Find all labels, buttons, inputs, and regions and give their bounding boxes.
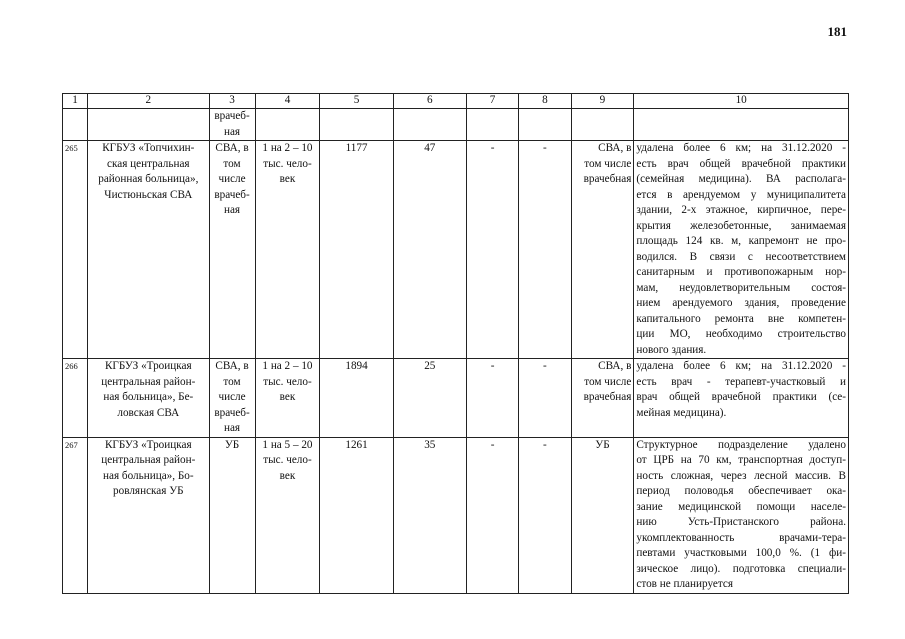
column-header: 10 (634, 94, 849, 109)
cell-number: 266 (63, 359, 88, 438)
cell-col9: СВА, в том числе врачебная (583, 142, 632, 185)
cell-col9: УБ (595, 438, 610, 451)
cell-type: СВА, в том числе врачеб- ная (214, 142, 250, 216)
cell-description-end: мейная медицина). (636, 406, 727, 419)
column-header: 7 (466, 94, 518, 109)
cell-col6: 25 (393, 359, 466, 438)
cell-col7: - (466, 141, 518, 359)
cell-name: КГБУЗ «Троицкая центральная район- ная больница», Бе- ловская СВА (101, 360, 196, 419)
cell-col8: - (519, 359, 571, 438)
table-row (63, 359, 849, 438)
page-number: 181 (827, 24, 847, 39)
cell-type: СВА, в том числе врачеб- ная (214, 360, 250, 434)
cell-description: удалена более 6 км; на 31.12.2020 - есть врач общей врачебной практики (семейная медицина). ВА располага- ется в арендуемом у муниципалитета здании, 2-х этажное, кирпичное, пере- крытия железобетонные, занимаемая площадь 124 кв. м, капремонт не про- водился. В связи с несоответствием санитарным и противопожарным нор- мам, неудовлетворительным состоя- нием арендуемого здания, проведение капитального ремонта вне компетен- ции МО, необходимо строительство (636, 142, 846, 340)
table-row (63, 141, 849, 359)
column-header: 9 (571, 94, 634, 109)
cell-norm: 1 на 2 – 10 тыс. чело- век (262, 360, 313, 403)
cell-col6: 47 (393, 141, 466, 359)
cell-col7: - (466, 359, 518, 438)
cell-name: КГБУЗ «Троицкая центральная район- ная больница», Бо- ровлянская УБ (101, 438, 196, 497)
cell-col7: - (466, 437, 518, 593)
column-header: 8 (519, 94, 571, 109)
column-header: 1 (63, 94, 88, 109)
cell-type: УБ (224, 438, 240, 451)
cell-col5: 1894 (320, 359, 393, 438)
table-row-continuation (63, 109, 849, 141)
cell-number: 267 (63, 437, 88, 593)
facilities-table (62, 93, 849, 594)
cell-col6: 35 (393, 437, 466, 593)
cell-col8: - (519, 437, 571, 593)
cell-description: Структурное подразделение удалено от ЦРБ на 70 км, транспортная доступ- ность сложная, через лесной массив. В период половодья обеспечивает ока- зание медицинской помощи населе- нию Усть-Пристанского района. укомплектованность врачами-тера- певтами участковыми 100,0 %. (1 фи- зическое лицо). подготовка специали- (636, 438, 846, 575)
cell-col5: 1261 (320, 437, 393, 593)
cell-norm: 1 на 2 – 10 тыс. чело- век (262, 142, 313, 185)
table-header-row (63, 94, 849, 109)
column-header: 2 (88, 94, 209, 109)
cell-norm: 1 на 5 – 20 тыс. чело- век (262, 438, 313, 482)
cell-col9: СВА, в том числе врачебная (583, 360, 632, 403)
cell-description-end: стов не планируется (636, 578, 733, 590)
table-row (63, 437, 849, 593)
column-header: 4 (255, 94, 320, 109)
column-header: 3 (209, 94, 255, 109)
cell-type: врачеб- ная (214, 110, 250, 138)
column-header: 6 (393, 94, 466, 109)
cell-col8: - (519, 141, 571, 359)
column-header: 5 (320, 94, 393, 109)
cell-col5: 1177 (320, 141, 393, 359)
cell-description: удалена более 6 км; на 31.12.2020 - есть врач - терапевт-участковый и врач общей врачебной практики (се- (636, 360, 846, 403)
cell-name: КГБУЗ «Топчихин- ская центральная районная больница», Чистюньская СВА (98, 142, 199, 201)
cell-number: 265 (63, 141, 88, 359)
cell-description-end: нового здания. (636, 343, 707, 356)
